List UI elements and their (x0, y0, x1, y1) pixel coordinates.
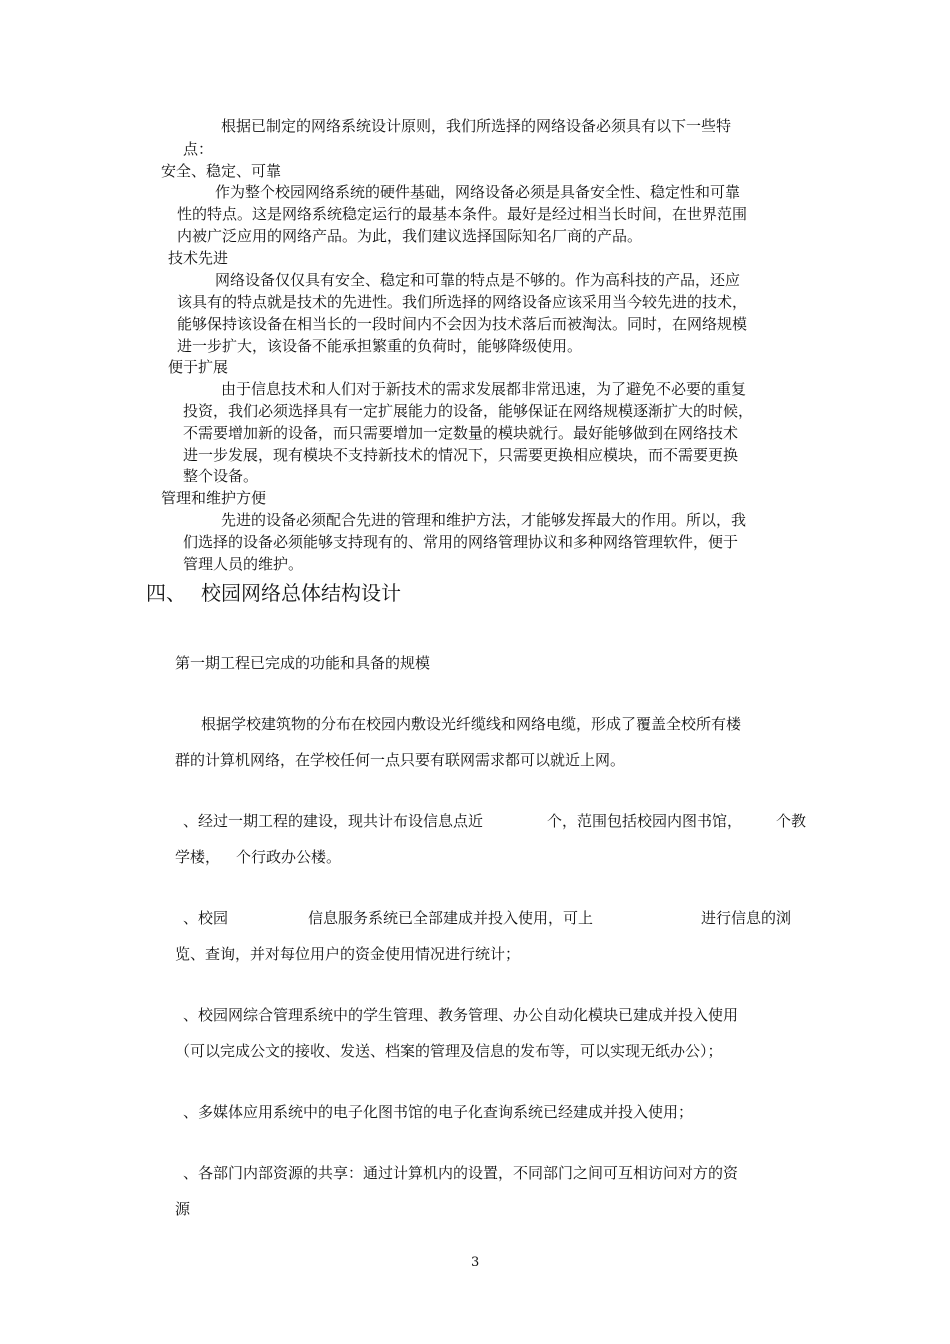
item1-part-a: 、经过一期工程的建设，现共计布设信息点近 (183, 812, 484, 830)
expand-line-5: 整个设备。 (183, 467, 259, 485)
safety-line-3: 内被广泛应用的网络产品。为此，我们建议选择国际知名厂商的产品。 (177, 227, 643, 245)
item1-part-b: 个，范围包括校园内图书馆， (547, 812, 743, 830)
item4-line: 、多媒体应用系统中的电子化图书馆的电子化查询系统已经建成并投入使用； (183, 1103, 694, 1121)
item2-part-a: 、校园 (183, 909, 229, 927)
chapter-number: 四、 (146, 581, 186, 605)
page-number: 3 (471, 1255, 480, 1270)
tech-line-1: 网络设备仅仅具有安全、稳定和可靠的特点是不够的。作为高科技的产品，还应 (215, 271, 741, 289)
item1-part-c: 个教 (776, 812, 807, 830)
expand-line-2: 投资，我们必须选择具有一定扩展能力的设备，能够保证在网络规模逐渐扩大的时候， (183, 402, 754, 420)
intro-line-2: 点： (183, 140, 214, 158)
safety-line-1: 作为整个校园网络系统的硬件基础，网络设备必须是具备安全性、稳定性和可靠 (215, 183, 741, 201)
chapter-title: 校园网络总体结构设计 (201, 581, 401, 605)
item5-line-2: 源 (175, 1200, 191, 1218)
item5-line-1: 、各部门内部资源的共享：通过计算机内的设置，不同部门之间可互相访问对方的资 (183, 1164, 739, 1182)
item2-part-c: 进行信息的浏 (701, 909, 792, 927)
phase1-para-line-1: 根据学校建筑物的分布在校园内敷设光纤缆线和网络电缆，形成了覆盖全校所有楼 (201, 715, 742, 733)
section-title-expand: 便于扩展 (168, 358, 229, 376)
phase1-subtitle: 第一期工程已完成的功能和具备的规模 (175, 654, 431, 672)
safety-line-2: 性的特点。这是网络系统稳定运行的最基本条件。最好是经过相当长时间，在世界范围 (177, 205, 748, 223)
manage-line-3: 管理人员的维护。 (183, 555, 304, 573)
item2-part-d: 览、查询，并对每位用户的资金使用情况进行统计； (175, 945, 521, 963)
item2-part-b: 信息服务系统已全部建成并投入使用，可上 (308, 909, 594, 927)
manage-line-2: 们选择的设备必须能够支持现有的、常用的网络管理协议和多种网络管理软件，便于 (183, 533, 739, 551)
item1-part-e: 个行政办公楼。 (236, 848, 342, 866)
expand-line-4: 进一步发展，现有模块不支持新技术的情况下，只需要更换相应模块，而不需要更换 (183, 446, 739, 464)
tech-line-3: 能够保持该设备在相当长的一段时间内不会因为技术落后而被淘汰。同时，在网络规模 (177, 315, 748, 333)
manage-line-1: 先进的设备必须配合先进的管理和维护方法，才能够发挥最大的作用。所以，我 (221, 511, 747, 529)
tech-line-4: 进一步扩大，该设备不能承担繁重的负荷时，能够降级使用。 (177, 337, 583, 355)
expand-line-3: 不需要增加新的设备，而只需要增加一定数量的模块就行。最好能够做到在网络技术 (183, 424, 739, 442)
phase1-para-line-2: 群的计算机网络，在学校任何一点只要有联网需求都可以就近上网。 (175, 751, 626, 769)
section-title-safety: 安全、稳定、可靠 (161, 162, 282, 180)
item3-line-1: 、校园网综合管理系统中的学生管理、教务管理、办公自动化模块已建成并投入使用 (183, 1006, 739, 1024)
intro-line-1: 根据已制定的网络系统设计原则，我们所选择的网络设备必须具有以下一些特 (221, 117, 732, 135)
item1-part-d: 学楼， (175, 848, 221, 866)
item3-line-2: （可以完成公文的接收、发送、档案的管理及信息的发布等，可以实现无纸办公）； (175, 1042, 723, 1060)
section-title-manage: 管理和维护方便 (161, 489, 267, 507)
section-title-tech: 技术先进 (168, 249, 229, 267)
tech-line-2: 该具有的特点就是技术的先进性。我们所选择的网络设备应该采用当今较先进的技术， (177, 293, 748, 311)
expand-line-1: 由于信息技术和人们对于新技术的需求发展都非常迅速，为了避免不必要的重复 (221, 380, 747, 398)
